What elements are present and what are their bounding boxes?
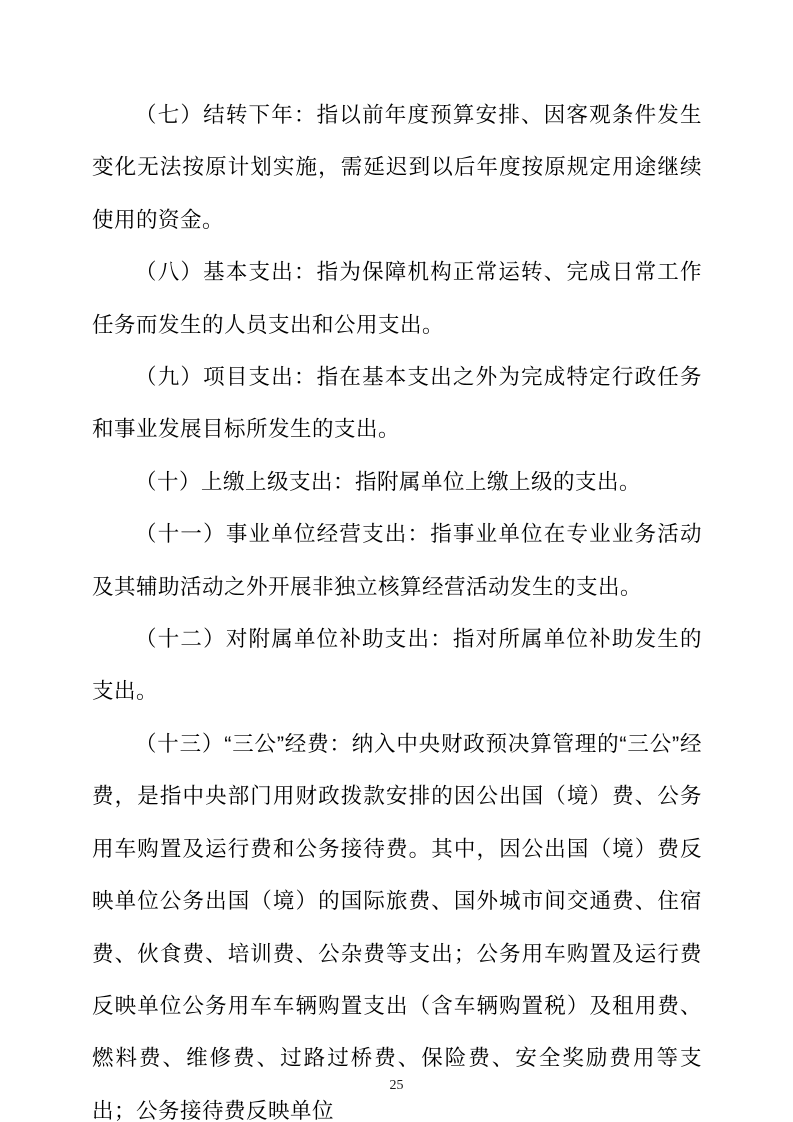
paragraph-item-9: （九）项目支出：指在基本支出之外为完成特定行政任务和事业发展目标所发生的支出。 — [92, 365, 702, 442]
paragraph-item-10: （十）上缴上级支出：指附属单位上缴上级的支出。 — [135, 469, 642, 494]
paragraph-item-8: （八）基本支出：指为保障机构正常运转、完成日常工作任务而发生的人员支出和公用支出。 — [92, 260, 702, 337]
paragraph-item-7: （七）结转下年：指以前年度预算安排、因客观条件发生变化无法按原计划实施，需延迟到以后年度按原规定用途继续使用的资金。 — [92, 103, 702, 232]
paragraph-item-11: （十一）事业单位经营支出：指事业单位在专业业务活动及其辅助活动之外开展非独立核算经营活动发生的支出。 — [92, 522, 702, 599]
page-number: 25 — [389, 1078, 404, 1093]
paragraph-item-12: （十二）对附属单位补助支出：指对所属单位补助发生的支出。 — [92, 627, 702, 704]
paragraph-item-13: （十三）“三公”经费：纳入中央财政预决算管理的“三公”经费，是指中央部门用财政拨款安排的因公出国（境）费、公务用车购置及运行费和公务接待费。其中，因公出国（境）费反映单位公务出国（境）的国际旅费、国外城市间交通费、住宿费、伙食费、培训费、公杂费等支出；公务用车购置及运行费反映单位公务用车车辆购置支出（含车辆购置税）及租用费、燃料费、维修费、过路过桥费、保险费、安全奖励费用等支出；公务接待费反映单位 — [92, 731, 702, 1122]
document-body — [92, 89, 702, 1122]
